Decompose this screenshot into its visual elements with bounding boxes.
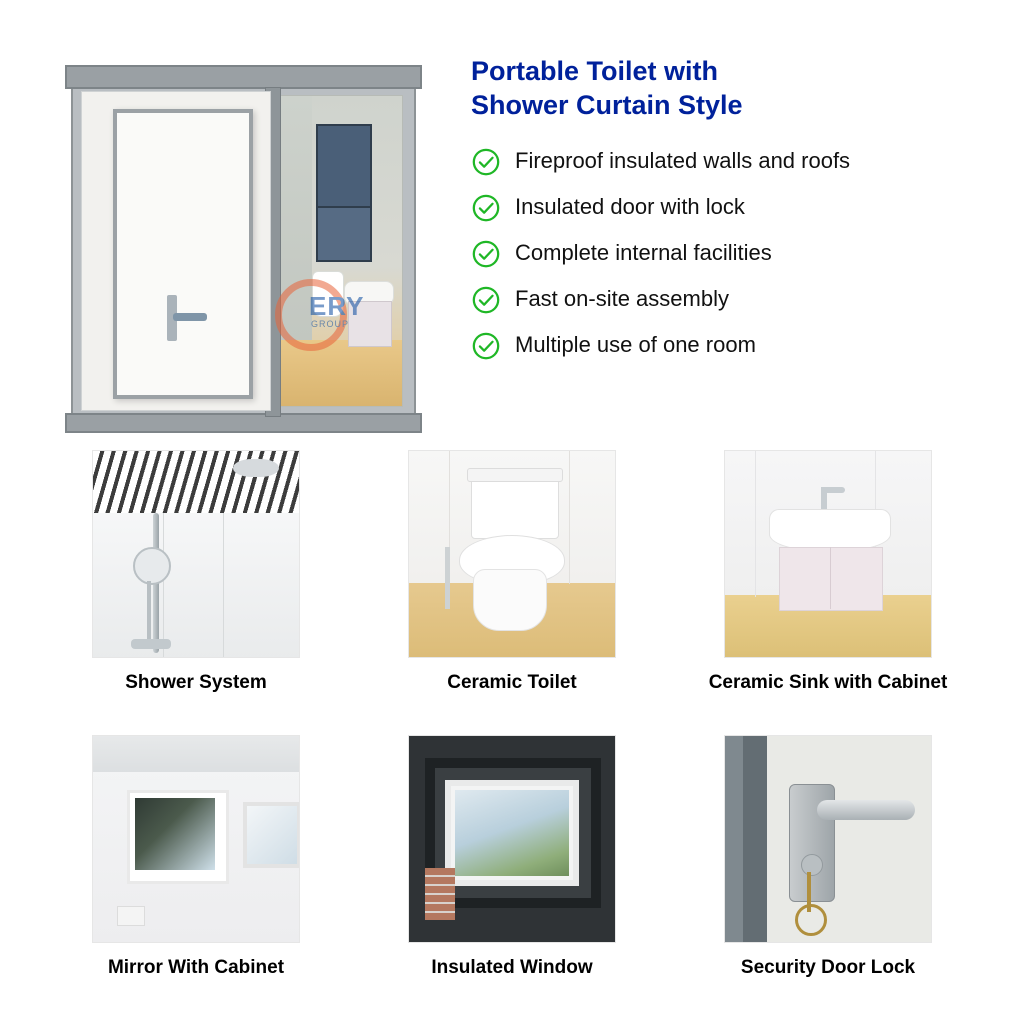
unit-interior-view [277, 95, 403, 407]
interior-wall-cabinet-lower [316, 206, 372, 262]
door-handle [817, 800, 915, 820]
shower-mixer [131, 639, 171, 649]
feature-list [471, 147, 1004, 361]
cistern-lid [467, 468, 563, 482]
feature-item [471, 285, 1004, 315]
feature-label: Complete internal facilities [515, 240, 772, 266]
key-ring [795, 904, 827, 936]
cabinet-door-split [830, 547, 831, 609]
tile-grout-line [755, 451, 756, 597]
check-circle-icon [471, 285, 501, 315]
mirror-glass [135, 798, 215, 870]
window-glass [455, 790, 569, 876]
door-frame [743, 736, 767, 942]
feature-label: Insulated door with lock [515, 194, 745, 220]
gallery-item-insulated-window [354, 735, 670, 1020]
lock-cylinder [801, 854, 823, 876]
check-circle-icon [471, 331, 501, 361]
interior-wall-cabinet [316, 124, 372, 208]
sink-basin [769, 509, 891, 551]
feature-gallery [0, 450, 1024, 1020]
mirror-cabinet-image [92, 735, 300, 943]
feature-item [471, 147, 1004, 177]
check-circle-icon [471, 193, 501, 223]
tile-grout-line [223, 513, 224, 658]
ceiling-panel [93, 736, 299, 772]
watermark-brand: ERY [309, 291, 365, 321]
security-door-lock-image [724, 735, 932, 943]
ceramic-toilet-image [408, 450, 616, 658]
gallery-caption: Ceramic Sink with Cabinet [708, 672, 948, 693]
shower-system-image [92, 450, 300, 658]
toilet-cistern [471, 475, 559, 539]
gallery-item-ceramic-sink [670, 450, 986, 735]
feature-label: Fireproof insulated walls and roofs [515, 148, 851, 174]
check-circle-icon [471, 147, 501, 177]
feature-label: Fast on-site assembly [515, 286, 729, 312]
tile-wall [93, 513, 299, 658]
check-circle-icon [471, 239, 501, 269]
shower-hose [147, 581, 151, 645]
gallery-item-security-lock [670, 735, 986, 1020]
page-title-line-2: Shower Curtain Style [471, 89, 743, 120]
hero-section [0, 0, 1024, 450]
interior-floor [278, 340, 402, 406]
sink-cabinet [779, 547, 883, 611]
hand-shower [133, 547, 171, 585]
interior-sink-cabinet [348, 301, 392, 347]
brick-wall [425, 868, 455, 920]
interior-toilet [312, 271, 344, 317]
rain-shower-head [233, 459, 279, 477]
page-title [471, 55, 1004, 123]
gallery-caption: Security Door Lock [740, 957, 916, 978]
tile-grout-line [163, 513, 164, 658]
gallery-caption: Insulated Window [431, 957, 593, 978]
gallery-item-ceramic-toilet [354, 450, 670, 735]
toilet-supply-pipe [445, 547, 450, 609]
unit-roof [65, 65, 422, 89]
window-reflection [243, 802, 300, 868]
watermark-sub: GROUP [311, 319, 350, 329]
feature-label: Multiple use of one room [515, 332, 756, 358]
gallery-item-shower-system [38, 450, 354, 735]
wall-socket [117, 906, 145, 926]
ceramic-sink-cabinet-image [724, 450, 932, 658]
toilet-bowl [473, 569, 547, 631]
door-handle [173, 313, 207, 321]
info-column [425, 55, 1004, 377]
gallery-caption: Mirror With Cabinet [107, 957, 285, 978]
portable-toilet-unit [65, 65, 420, 433]
page-title-line-1: Portable Toilet with [471, 56, 719, 86]
feature-item [471, 331, 1004, 361]
gallery-caption: Ceramic Toilet [447, 672, 577, 693]
unit-door [113, 109, 253, 399]
gallery-caption: Shower System [125, 672, 267, 693]
feature-item [471, 239, 1004, 269]
tile-grout-line [569, 451, 570, 584]
insulated-window-image [408, 735, 616, 943]
feature-item [471, 193, 1004, 223]
gallery-item-mirror-cabinet [38, 735, 354, 1020]
unit-base [65, 413, 422, 433]
product-hero-image [55, 55, 425, 435]
